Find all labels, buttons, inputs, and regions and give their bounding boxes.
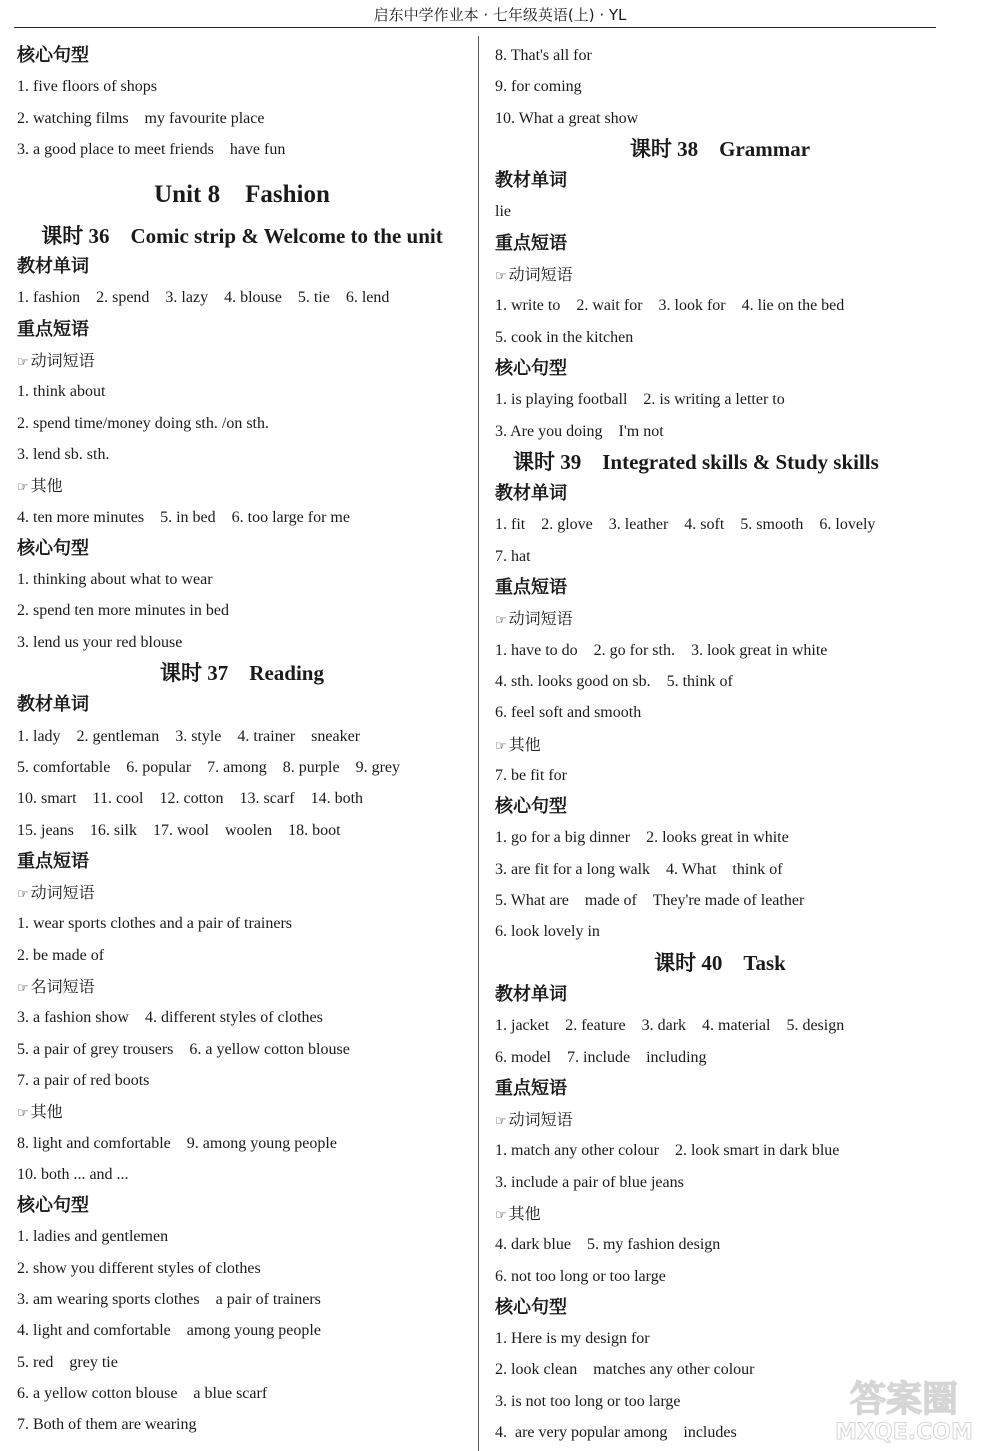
watermark-url: MXQE.COM (835, 1420, 973, 1445)
section-heading-phrases: 重点短语 (495, 1077, 567, 1099)
answer-lines (495, 822, 945, 947)
answer-line: 3. is not too long or too large (495, 1392, 681, 1410)
lesson-38-title: 课时 38 Grammar (629, 136, 811, 161)
answer-line: 6. a yellow cotton blouse a blue scarf (17, 1384, 268, 1402)
section-heading-sentences: 核心句型 (17, 1195, 89, 1217)
answer-lines (495, 1010, 945, 1073)
subheading-label: 动词短语 (30, 883, 95, 903)
answer-lines (17, 1002, 467, 1096)
subheading-verb-phrases (495, 603, 945, 634)
subheading-verb-phrases (17, 345, 467, 376)
section-heading-sentences: 核心句型 (17, 537, 89, 559)
answer-line: 8. light and comfortable 9. among young people (17, 1134, 337, 1152)
answer-line: lie (495, 203, 511, 221)
answer-line: 5. comfortable 6. popular 7. among 8. purple 9. grey (17, 758, 401, 776)
pointing-hand-icon: ☞ (17, 355, 29, 371)
answer-line: 7. Both of them are wearing (17, 1416, 197, 1434)
subheading-label: 动词短语 (508, 609, 573, 629)
answer-line: 10. What a great show (495, 109, 639, 127)
pointing-hand-icon: ☞ (495, 613, 507, 629)
answer-line: 5. cook in the kitchen (495, 328, 634, 346)
answer-line: 7. hat (495, 547, 531, 565)
lesson-36-title: 课时 36 Comic strip & Welcome to the unit (41, 224, 443, 249)
answer-line: 1. fashion 2. spend 3. lazy 4. blouse 5. tie 6. lend (17, 289, 390, 307)
answer-line: 1. fit 2. glove 3. leather 4. soft 5. smooth 6. lovely (495, 516, 876, 534)
answer-lines (495, 384, 945, 447)
answer-line: 1. ladies and gentlemen (17, 1228, 169, 1246)
answer-line: 1. write to 2. wait for 3. look for 4. lie on the bed (495, 297, 845, 315)
answer-line: 3. am wearing sports clothes a pair of trainers (17, 1290, 321, 1308)
answer-line: 6. look lovely in (495, 923, 600, 941)
answer-line: 3. Are you doing I'm not (495, 422, 664, 440)
section-heading-sentences: 核心句型 (495, 796, 567, 818)
lesson-37-title: 课时 37 Reading (160, 661, 324, 686)
watermark-logo (814, 1373, 994, 1447)
unit-title: Unit 8 Fashion (154, 181, 330, 209)
subheading-noun-phrases (17, 971, 467, 1002)
subheading-other (495, 1198, 945, 1229)
answer-line: 3. lend sb. sth. (17, 445, 110, 463)
answer-line: 1. have to do 2. go for sth. 3. look great in white (495, 641, 828, 659)
subheading-label: 其他 (508, 1203, 541, 1223)
answer-lines (17, 908, 467, 971)
answer-lines (495, 509, 945, 572)
answer-line: 6. model 7. include including (495, 1048, 707, 1066)
section-heading-vocab: 教材单词 (495, 983, 567, 1005)
answer-line: 4. are very popular among includes (495, 1424, 737, 1442)
answer-lines (495, 40, 945, 134)
subheading-label: 动词短语 (30, 351, 95, 371)
section-heading-vocab: 教材单词 (17, 694, 89, 716)
answer-line: 2. spend ten more minutes in bed (17, 602, 229, 620)
answer-lines (495, 290, 945, 353)
subheading-label: 动词短语 (508, 265, 573, 285)
answer-line: 7. be fit for (495, 766, 567, 784)
answer-line: 15. jeans 16. silk 17. wool woolen 18. boot (17, 821, 341, 839)
left-column (17, 40, 467, 1440)
section-heading-vocab: 教材单词 (495, 483, 567, 505)
answer-lines (17, 1221, 467, 1440)
answer-line: 3. include a pair of blue jeans (495, 1173, 684, 1191)
answer-line: 3. a fashion show 4. different styles of clothes (17, 1009, 323, 1027)
answer-line: 1. wear sports clothes and a pair of trainers (17, 915, 293, 933)
section-heading-sentences: 核心句型 (495, 357, 567, 379)
section-heading-sentences: 核心句型 (17, 45, 89, 66)
subheading-other (17, 1096, 467, 1127)
subheading-verb-phrases (17, 877, 467, 908)
pointing-hand-icon: ☞ (495, 1114, 507, 1130)
answer-line: 4. sth. looks good on sb. 5. think of (495, 672, 733, 690)
answer-line: 7. a pair of red boots (17, 1071, 150, 1089)
answer-line: 1. think about (17, 383, 106, 401)
page-header: 启东中学作业本 · 七年级英语(上) · YL (373, 6, 627, 24)
answer-line: 1. jacket 2. feature 3. dark 4. material 5. design (495, 1017, 845, 1035)
subheading-label: 其他 (30, 1102, 63, 1122)
answer-line: 3. a good place to meet friends have fun (17, 140, 286, 158)
answer-line: 1. match any other colour 2. look smart in dark blue (495, 1142, 840, 1160)
answer-line: 6. feel soft and smooth (495, 704, 642, 722)
answer-line: 4. dark blue 5. my fashion design (495, 1236, 721, 1254)
lesson-39-title: 课时 39 Integrated skills & Study skills (513, 449, 879, 474)
answer-lines (495, 196, 945, 227)
answer-lines (495, 1229, 945, 1292)
pointing-hand-icon: ☞ (17, 480, 29, 496)
answer-line: 1. Here is my design for (495, 1330, 650, 1348)
subheading-other (17, 470, 467, 501)
answer-line: 2. show you different styles of clothes (17, 1259, 261, 1277)
section-heading-phrases: 重点短语 (495, 232, 567, 254)
answer-line: 9. for coming (495, 78, 582, 96)
answer-lines (495, 635, 945, 729)
subheading-verb-phrases (495, 259, 945, 290)
answer-line: 1. thinking about what to wear (17, 571, 213, 589)
section-heading-phrases: 重点短语 (17, 318, 89, 340)
answer-line: 1. lady 2. gentleman 3. style 4. trainer sneaker (17, 727, 361, 745)
section-heading-phrases: 重点短语 (495, 577, 567, 599)
answer-line: 2. be made of (17, 946, 105, 964)
watermark-text: 答案圈 (849, 1379, 959, 1420)
column-divider (478, 36, 479, 1451)
answer-line: 5. What are made of They're made of leather (495, 892, 805, 910)
answer-lines (17, 502, 467, 533)
answer-line: 8. That's all for (495, 47, 592, 64)
answer-line: 2. spend time/money doing sth. /on sth. (17, 414, 269, 432)
subheading-label: 其他 (30, 476, 63, 496)
pointing-hand-icon: ☞ (17, 887, 29, 903)
answer-lines (17, 1128, 467, 1191)
answer-lines (495, 1135, 945, 1198)
answer-line: 5. red grey tie (17, 1353, 118, 1371)
section-heading-phrases: 重点短语 (17, 850, 89, 872)
answer-line: 1. go for a big dinner 2. looks great in white (495, 829, 789, 847)
pointing-hand-icon: ☞ (495, 1207, 507, 1223)
answer-line: 5. a pair of grey trousers 6. a yellow cotton blouse (17, 1040, 350, 1058)
answer-line: 2. look clean matches any other colour (495, 1361, 755, 1379)
answer-line: 10. smart 11. cool 12. cotton 13. scarf 14. both (17, 790, 364, 808)
answer-line: 10. both ... and ... (17, 1165, 129, 1183)
answer-line: 4. ten more minutes 5. in bed 6. too large for me (17, 508, 350, 526)
answer-lines (495, 760, 945, 791)
answer-line: 3. lend us your red blouse (17, 633, 183, 651)
pointing-hand-icon: ☞ (495, 738, 507, 754)
answer-lines (17, 71, 467, 165)
answer-line: 4. light and comfortable among young people (17, 1322, 321, 1340)
subheading-label: 名词短语 (30, 977, 95, 997)
subheading-label: 其他 (508, 734, 541, 754)
answer-line: 1. five floors of shops (17, 78, 157, 96)
right-column (495, 40, 945, 1448)
answer-line: 1. is playing football 2. is writing a letter to (495, 391, 785, 409)
answer-line: 3. are fit for a long walk 4. What think of (495, 860, 783, 878)
pointing-hand-icon: ☞ (17, 981, 29, 997)
section-heading-vocab: 教材单词 (495, 170, 567, 192)
answer-lines (17, 376, 467, 470)
answer-line: 2. watching films my favourite place (17, 109, 265, 127)
header-rule (14, 27, 936, 28)
subheading-verb-phrases (495, 1104, 945, 1135)
section-heading-vocab: 教材单词 (17, 256, 89, 278)
answer-lines (17, 564, 467, 658)
pointing-hand-icon: ☞ (495, 269, 507, 285)
answer-lines (17, 282, 467, 313)
pointing-hand-icon: ☞ (17, 1106, 29, 1122)
answer-line: 6. not too long or too large (495, 1267, 666, 1285)
subheading-other (495, 729, 945, 760)
answer-lines (17, 721, 467, 846)
subheading-label: 动词短语 (508, 1110, 573, 1130)
section-heading-sentences: 核心句型 (495, 1296, 567, 1318)
lesson-40-title: 课时 40 Task (654, 950, 786, 975)
